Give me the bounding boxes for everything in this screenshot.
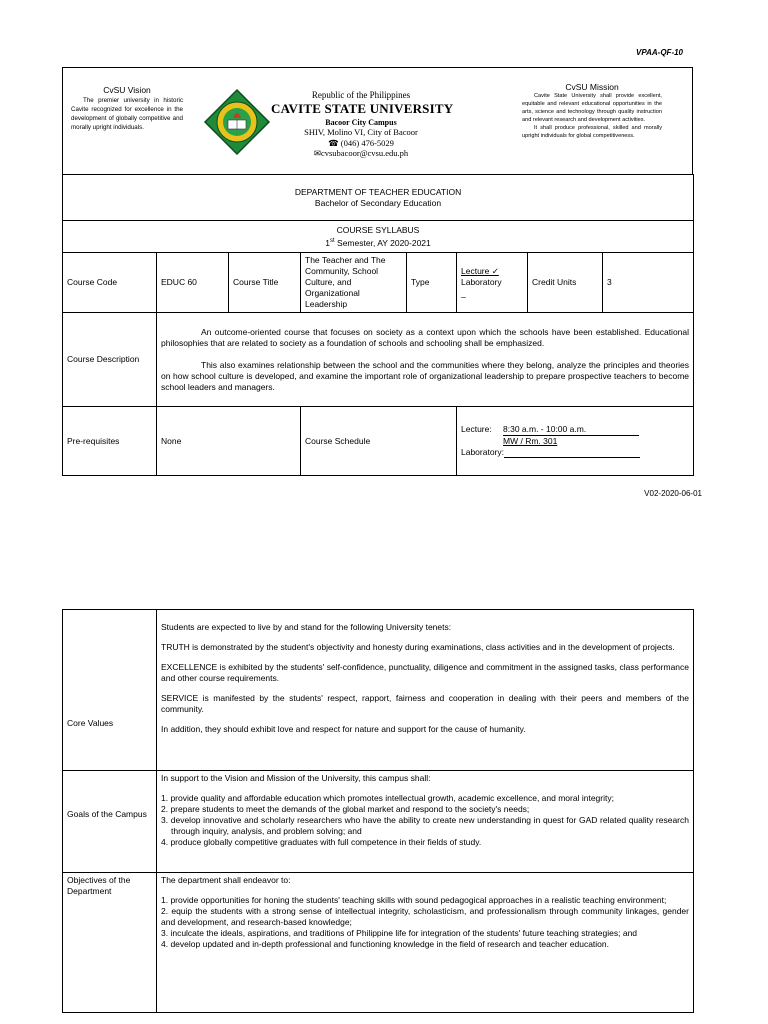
values-goals-table <box>62 609 694 1013</box>
cvsu-logo-icon <box>203 88 271 161</box>
schedule-laboratory: Laboratory: <box>461 447 689 458</box>
syllabus-title: COURSE SYLLABUS <box>336 224 420 235</box>
program-name: Bachelor of Secondary Education <box>314 197 442 208</box>
objective-item: 2. equip the students with a strong sense of intellectual integrity, scholasticism, and professionalism through community linkages, gender and development, and research-based knowledge; <box>161 906 689 927</box>
mission-text-1: Cavite State University shall provide excellent, equitable and relevant educational opportunities in the arts, science and technology through quality instruction and relevant research and development activities. <box>522 93 662 123</box>
schedule-lecture: Lecture: 8:30 a.m. - 10:00 a.m. <box>461 424 689 436</box>
objective-item: 3. inculcate the ideals, aspirations, and traditions of Philippine life for integration of the students' future teaching strategies; and <box>161 928 638 938</box>
objectives-label: Objectives of the Department <box>63 873 157 1013</box>
type-lecture: Lecture ✓ <box>461 266 499 276</box>
vision-title: CvSU Vision <box>103 85 151 95</box>
type-label: Type <box>407 253 457 313</box>
course-schedule-label: Course Schedule <box>301 407 457 476</box>
header-box <box>62 67 693 174</box>
version-code: V02-2020-06-01 <box>644 489 702 498</box>
core-values-label: Core Values <box>63 610 157 771</box>
credit-units-value: 3 <box>603 253 694 313</box>
campus-name: Bacoor City Campus <box>325 118 397 127</box>
core-value-excellence: EXCELLENCE is exhibited by the students' self-confidence, punctuality, diligence and commitment in the assigned tasks, class performance and other course requirements. <box>161 662 689 683</box>
core-values-content <box>157 610 694 771</box>
type-value <box>457 253 528 313</box>
prerequisites-label: Pre-requisites <box>63 407 157 476</box>
course-title-value: The Teacher and The Community, School Culture, and Organizational Leadership <box>301 253 407 313</box>
schedule-room: MW / Rm. 301 <box>503 436 558 446</box>
objective-item: 1. provide opportunities for honing the students' teaching skills with sound pedagogical approaches in a realistic teaching environment; <box>161 895 667 905</box>
description-paragraph-2: This also examines relationship between the school and the communities where they belong, analyze the principles and theories on how school culture is developed, and examine the important role of organizational leadership to prepare prospective teachers to become school leaders and managers. <box>161 359 690 392</box>
course-title-label: Course Title <box>229 253 301 313</box>
department-name: DEPARTMENT OF TEACHER EDUCATION <box>294 186 462 197</box>
core-values-addition: In addition, they should exhibit love and respect for nature and support for the cause of humanity. <box>161 724 526 734</box>
mission-title: CvSU Mission <box>565 82 619 92</box>
course-schedule-value <box>457 407 694 476</box>
goal-item: 3. develop innovative and scholarly researchers who have the ability to create new understanding in quest for GAD related quality research through inquiry, analysis, and problem solving; and <box>161 815 689 836</box>
vision-block <box>71 86 183 132</box>
mission-text-2: It shall produce professional, skilled and morally upright individuals for global competitiveness. <box>522 125 662 139</box>
core-value-truth: TRUTH is demonstrated by the student's objectivity and honesty during examinations, class activities and in the development of projects. <box>161 642 675 652</box>
type-laboratory: Laboratory <box>461 277 502 287</box>
credit-units-label: Credit Units <box>528 253 603 313</box>
university-name: CAVITE STATE UNIVERSITY <box>271 101 454 116</box>
prerequisites-value: None <box>157 407 301 476</box>
department-cell <box>63 175 694 221</box>
semester-line: 1st Semester, AY 2020-2021 <box>325 237 431 248</box>
goal-item: 1. provide quality and affordable education which promotes intellectual growth, academic excellence, and moral integrity; <box>161 793 614 803</box>
objective-item: 4. develop updated and in-depth professional and functioning knowledge in the field of research and teacher education. <box>161 939 609 949</box>
campus-address: SHIV, Molino VI, City of Bacoor <box>304 127 418 137</box>
course-description-value <box>157 313 694 407</box>
objectives-content <box>157 873 694 1013</box>
republic-line: Republic of the Philippines <box>311 90 411 100</box>
goals-list <box>161 793 689 848</box>
document-code: VPAA-QF-10 <box>636 48 683 57</box>
course-code-label: Course Code <box>63 253 157 313</box>
type-lab-blank: _ <box>461 288 466 298</box>
syllabus-title-cell <box>63 221 694 253</box>
campus-phone: ☎ (046) 476-5029 <box>328 137 394 148</box>
objectives-intro: The department shall endeavor to: <box>161 875 291 885</box>
course-description-label: Course Description <box>63 313 157 407</box>
course-info-table <box>62 174 694 476</box>
university-block <box>271 90 454 159</box>
goal-item: 2. prepare students to meet the demands of the global market and respond to the society's needs; <box>161 804 530 814</box>
goal-item: 4. produce globally competitive graduates with full competence in their fields of study. <box>161 837 482 847</box>
mission-block <box>522 83 662 140</box>
campus-email: ✉cvsubacoor@cvsu.edu.ph <box>313 148 409 158</box>
goals-label: Goals of the Campus <box>63 771 157 873</box>
goals-content <box>157 771 694 873</box>
description-paragraph-1: An outcome-oriented course that focuses on society as a context upon which the schools have been established. Educational philosophies that are related to society as a foundation of schools and schooling shall be emphasized. <box>161 326 690 348</box>
vision-text: The premier university in historic Cavite recognized for excellence in the development of globally competitive and morally upright individuals. <box>71 97 183 131</box>
core-values-intro: Students are expected to live by and stand for the following University tenets: <box>161 622 452 632</box>
course-code-value: EDUC 60 <box>157 253 229 313</box>
core-value-service: SERVICE is manifested by the students' respect, rapport, fairness and cooperation in dealing with their peers and members of the community. <box>161 693 689 714</box>
goals-intro: In support to the Vision and Mission of the University, this campus shall: <box>161 773 431 783</box>
